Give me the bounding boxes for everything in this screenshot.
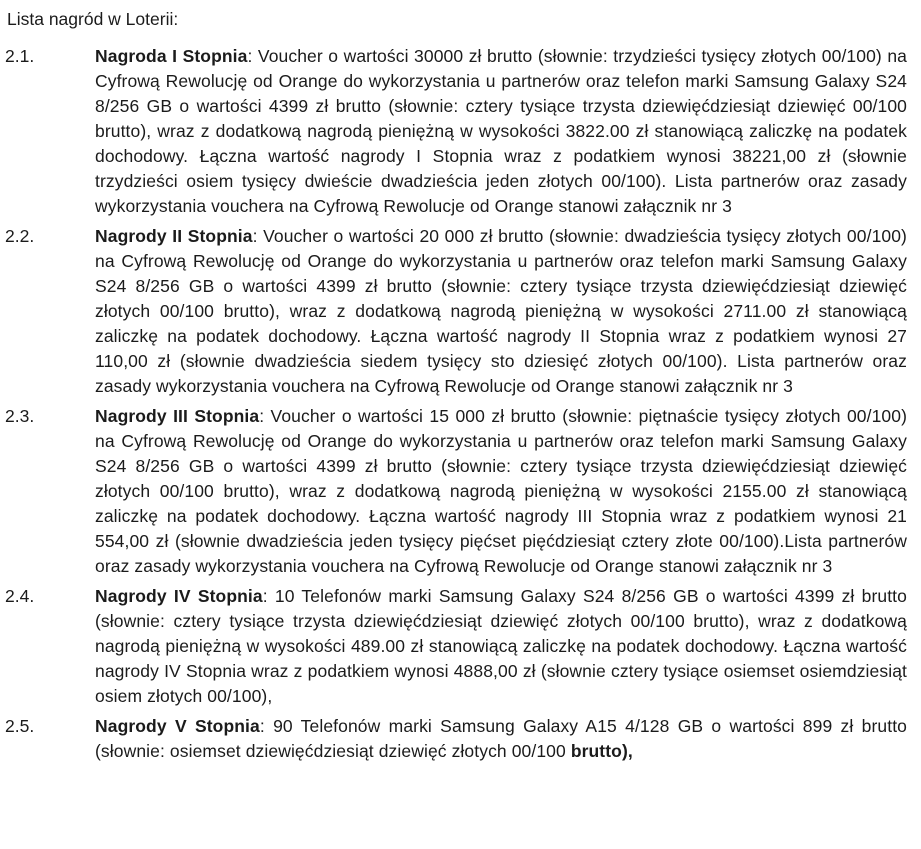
item-number: 2.3.: [5, 406, 35, 426]
item-title: Nagrody II Stopnia: [95, 226, 253, 246]
item-title: Nagrody III Stopnia: [95, 406, 260, 426]
list-item: [5, 584, 907, 709]
item-body: : 10 Telefonów marki Samsung Galaxy S24 8/256 GB o wartości 4399 zł brutto (słownie: cztery tysiące trzysta dziewięćdziesiąt dziewięć złotych 00/100 brutto), wraz z dodatkową nagrodą pieniężną w wysokości 489.00 zł stanowiącą zaliczkę na podatek dochodowy. Łączna wartość nagrody IV Stopnia wraz z podatkiem wynosi 4888,00 zł (słownie cztery tysiące osiemset osiemdziesiąt osiem złotych 00/100),: [95, 586, 907, 706]
item-body: : Voucher o wartości 15 000 zł brutto (słownie: piętnaście tysięcy złotych 00/100) na Cyfrową Rewolucję od Orange do wykorzystania u partnerów oraz telefon marki Samsung Galaxy S24 8/256 GB o wartości 4399 zł brutto (słownie: cztery tysiące trzysta dziewięćdziesiąt dziewięć złotych 00/100 brutto), wraz z dodatkową nagrodą pieniężną w wysokości 2155.00 zł stanowiącą zaliczkę na podatek dochodowy. Łączna wartość nagrody III Stopnia wraz z podatkiem wynosi 21 554,00 zł (słownie dwadzieścia jeden tysięcy pięćset pięćdziesiąt cztery złote 00/100).Lista partnerów oraz zasady wykorzystania vouchera na Cyfrową Rewolucje od Orange stanowi załącznik nr 3: [95, 406, 907, 576]
item-body: : Voucher o wartości 30000 zł brutto (słownie: trzydzieści tysięcy złotych 00/100) na Cyfrową Rewolucję od Orange do wykorzystania u partnerów oraz telefon marki Samsung Galaxy S24 8/256 GB o wartości 4399 zł brutto (słownie: cztery tysiące trzysta dziewięćdziesiąt dziewięć 00/100 brutto), wraz z dodatkową nagrodą pieniężną w wysokości 3822.00 zł stanowiącą zaliczkę na podatek dochodowy. Łączna wartość nagrody I Stopnia wraz z podatkiem wynosi 38221,00 zł (słownie trzydzieści osiem tysięcy dwieście dwadzieścia jeden złotych 00/100). Lista partnerów oraz zasady wykorzystania vouchera na Cyfrową Rewolucje od Orange stanowi załącznik nr 3: [95, 46, 908, 216]
item-text: [95, 404, 907, 579]
list-item: [5, 44, 907, 219]
item-text: [95, 584, 907, 709]
item-text: [95, 224, 907, 399]
item-bold-suffix: brutto),: [570, 741, 633, 761]
item-body: : 90 Telefonów marki Samsung Galaxy A15 4/128 GB o wartości 899 zł brutto (słownie: osiemset dziewięćdziesiąt dziewięć złotych 00/100: [95, 716, 907, 761]
list-item: [5, 224, 907, 399]
item-title: Nagrody V Stopnia: [95, 716, 260, 736]
item-body: : Voucher o wartości 20 000 zł brutto (słownie: dwadzieścia tysięcy złotych 00/100) na Cyfrową Rewolucję od Orange do wykorzystania u partnerów oraz telefon marki Samsung Galaxy S24 8/256 GB o wartości 4399 zł brutto (słownie: cztery tysiące trzysta dziewięćdziesiąt dziewięć złotych 00/100 brutto), wraz z dodatkową nagrodą pieniężną w wysokości 2711.00 zł stanowiącą zaliczkę na podatek dochodowy. Łączna wartość nagrody II Stopnia wraz z podatkiem wynosi 27 110,00 zł (słownie dwadzieścia siedem tysięcy sto dziesięć złotych 00/100). Lista partnerów oraz zasady wykorzystania vouchera na Cyfrową Rewolucje od Orange stanowi załącznik nr 3: [95, 226, 907, 396]
item-number: 2.1.: [5, 46, 35, 66]
list-item: [5, 404, 907, 579]
item-text: [95, 714, 907, 764]
list-item: [5, 714, 907, 764]
item-title: Nagroda I Stopnia: [95, 46, 248, 66]
item-number: 2.2.: [5, 226, 35, 246]
item-number: 2.5.: [5, 716, 35, 736]
item-title: Nagrody IV Stopnia: [95, 586, 263, 606]
item-text: [95, 44, 907, 219]
list-header: Lista nagród w Loterii:: [7, 9, 179, 29]
item-number: 2.4.: [5, 586, 35, 606]
